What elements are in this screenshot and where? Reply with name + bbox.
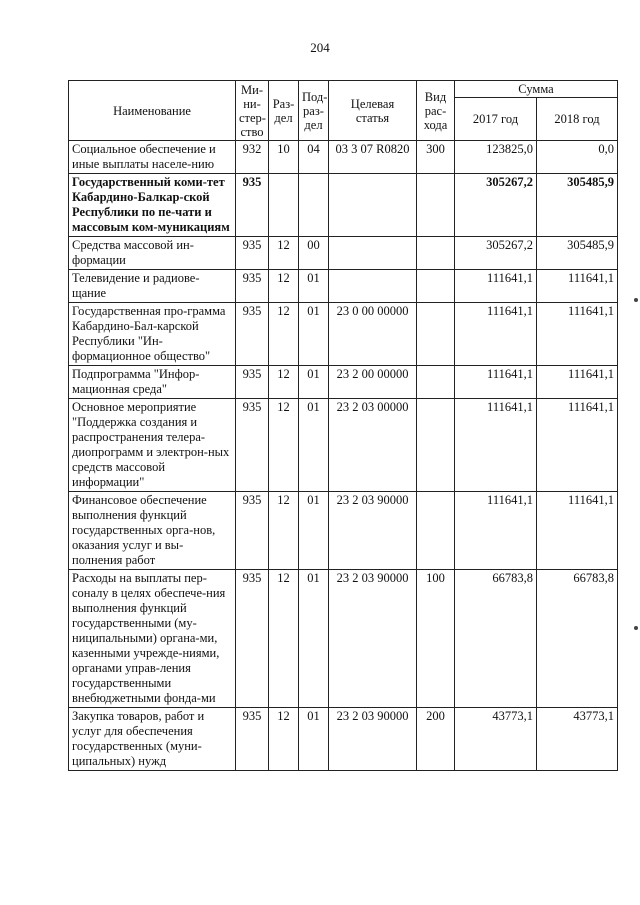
cell-target	[329, 174, 417, 237]
cell-section	[269, 174, 299, 237]
cell-ministry: 935	[236, 708, 269, 771]
cell-name: Государственный коми-тет Кабардино-Балкар-ской Республики по пе-чати и массовым ком-муникациям	[69, 174, 236, 237]
cell-target: 23 0 00 00000	[329, 303, 417, 366]
cell-2018: 0,0	[537, 141, 618, 174]
cell-subsection: 01	[299, 303, 329, 366]
cell-name: Социальное обеспечение и иные выплаты населе-нию	[69, 141, 236, 174]
cell-target: 23 2 03 90000	[329, 708, 417, 771]
cell-section: 12	[269, 303, 299, 366]
cell-ministry: 935	[236, 270, 269, 303]
cell-2017: 111641,1	[455, 399, 537, 492]
table-row	[69, 492, 618, 570]
cell-target	[329, 237, 417, 270]
cell-2018: 111641,1	[537, 492, 618, 570]
header-expense-type	[417, 81, 455, 141]
cell-2018: 111641,1	[537, 399, 618, 492]
cell-2017: 305267,2	[455, 174, 537, 237]
cell-section: 12	[269, 237, 299, 270]
cell-target: 23 2 00 00000	[329, 366, 417, 399]
cell-2017: 66783,8	[455, 570, 537, 708]
table-row	[69, 366, 618, 399]
cell-2018: 66783,8	[537, 570, 618, 708]
header-ministry	[236, 81, 269, 141]
cell-name: Подпрограмма "Инфор-мационная среда"	[69, 366, 236, 399]
cell-section: 12	[269, 492, 299, 570]
cell-expense-type	[417, 270, 455, 303]
cell-2018: 43773,1	[537, 708, 618, 771]
cell-name: Государственная про-грамма Кабардино-Бал-карской Республики "Ин-формационное общество"	[69, 303, 236, 366]
cell-subsection: 01	[299, 270, 329, 303]
table-row	[69, 570, 618, 708]
cell-target: 23 2 03 90000	[329, 570, 417, 708]
cell-section: 12	[269, 399, 299, 492]
header-year-2018: 2018 год	[537, 98, 618, 141]
header-section	[269, 81, 299, 141]
cell-subsection: 04	[299, 141, 329, 174]
header-year-2017: 2017 год	[455, 98, 537, 141]
header-target	[329, 81, 417, 141]
cell-expense-type	[417, 174, 455, 237]
cell-2017: 43773,1	[455, 708, 537, 771]
header-expense-type-label: Вид рас- хода	[423, 89, 448, 132]
cell-name: Основное мероприятие "Поддержка создания и распространения телера-диопрограмм и электрон-ных средств массовой информации"	[69, 399, 236, 492]
cell-name: Средства массовой ин-формации	[69, 237, 236, 270]
cell-section: 10	[269, 141, 299, 174]
cell-expense-type	[417, 366, 455, 399]
cell-2018: 111641,1	[537, 303, 618, 366]
budget-table	[68, 80, 618, 771]
cell-name: Финансовое обеспечение выполнения функций государственных орга-нов, оказания услуг и вы-полнения работ	[69, 492, 236, 570]
cell-2017: 111641,1	[455, 303, 537, 366]
cell-subsection	[299, 174, 329, 237]
cell-2018: 305485,9	[537, 174, 618, 237]
table-body	[69, 141, 618, 771]
cell-expense-type	[417, 303, 455, 366]
header-target-label: Целевая статья	[350, 96, 395, 125]
header-section-label: Раз- дел	[272, 96, 295, 125]
table-row	[69, 303, 618, 366]
cell-subsection: 01	[299, 366, 329, 399]
table-row	[69, 399, 618, 492]
cell-subsection: 00	[299, 237, 329, 270]
cell-section: 12	[269, 270, 299, 303]
cell-ministry: 935	[236, 492, 269, 570]
cell-section: 12	[269, 366, 299, 399]
cell-target	[329, 270, 417, 303]
cell-expense-type: 300	[417, 141, 455, 174]
cell-ministry: 935	[236, 570, 269, 708]
header-subsection	[299, 81, 329, 141]
cell-2018: 305485,9	[537, 237, 618, 270]
cell-target: 03 3 07 R0820	[329, 141, 417, 174]
cell-target: 23 2 03 00000	[329, 399, 417, 492]
cell-2018: 111641,1	[537, 366, 618, 399]
header-name: Наименование	[69, 81, 236, 141]
cell-ministry: 935	[236, 303, 269, 366]
cell-expense-type: 200	[417, 708, 455, 771]
cell-subsection: 01	[299, 492, 329, 570]
table-row	[69, 270, 618, 303]
cell-expense-type	[417, 237, 455, 270]
header-ministry-label: Ми- ни- стер- ство	[239, 82, 266, 139]
table-row	[69, 237, 618, 270]
cell-subsection: 01	[299, 399, 329, 492]
cell-name: Закупка товаров, работ и услуг для обеспечения государственных (муни-ципальных) нужд	[69, 708, 236, 771]
cell-ministry: 932	[236, 141, 269, 174]
cell-2017: 111641,1	[455, 492, 537, 570]
margin-mark	[634, 298, 638, 302]
cell-2018: 111641,1	[537, 270, 618, 303]
cell-2017: 111641,1	[455, 270, 537, 303]
cell-ministry: 935	[236, 174, 269, 237]
cell-name: Телевидение и радиове-щание	[69, 270, 236, 303]
table-row	[69, 708, 618, 771]
margin-mark	[634, 626, 638, 630]
header-sum: Сумма	[455, 81, 618, 98]
cell-name: Расходы на выплаты пер-соналу в целях обеспече-ния выполнения функций государственными (му-ниципальными) органа-ми, казенными учрежде-ниями, органами управ-ления государственными внебюджетными фонда-ми	[69, 570, 236, 708]
cell-target: 23 2 03 90000	[329, 492, 417, 570]
cell-ministry: 935	[236, 399, 269, 492]
cell-expense-type	[417, 492, 455, 570]
header-subsection-label: Под- раз- дел	[302, 89, 328, 132]
cell-section: 12	[269, 570, 299, 708]
cell-2017: 123825,0	[455, 141, 537, 174]
cell-subsection: 01	[299, 570, 329, 708]
cell-subsection: 01	[299, 708, 329, 771]
cell-ministry: 935	[236, 237, 269, 270]
cell-2017: 305267,2	[455, 237, 537, 270]
header-row	[69, 81, 618, 98]
cell-expense-type: 100	[417, 570, 455, 708]
table-row	[69, 141, 618, 174]
table-row	[69, 174, 618, 237]
cell-section: 12	[269, 708, 299, 771]
cell-expense-type	[417, 399, 455, 492]
cell-ministry: 935	[236, 366, 269, 399]
page-number: 204	[310, 40, 330, 55]
cell-2017: 111641,1	[455, 366, 537, 399]
